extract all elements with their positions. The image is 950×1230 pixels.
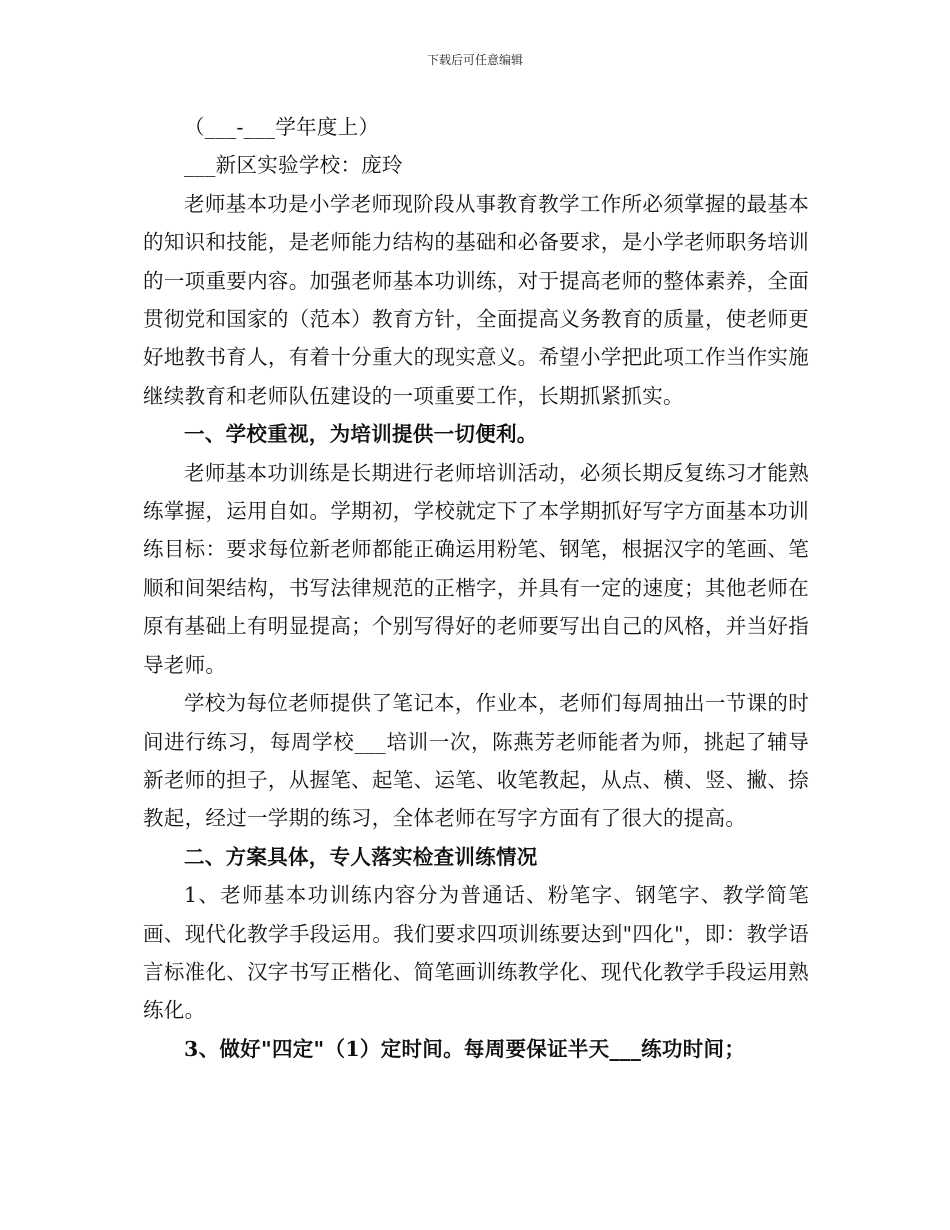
body-paragraph: 学校为每位老师提供了笔记本，作业本，老师们每周抽出一节课的时间进行练习，每周学校___培训一次，陈燕芳老师能者为师，挑起了辅导新老师的担子，从握笔、起笔、运笔、收笔教起，从点、横、竖、撇、捺教起，经过一学期的练习，全体老师在写字方面有了很大的提高。 xyxy=(143,691,809,831)
school-year-line: （___-___学年度上） xyxy=(184,115,380,139)
author-line: ___新区实验学校：庞玲 xyxy=(184,153,403,178)
section-heading-2: 二、方案具体，专人落实检查训练情况 xyxy=(184,844,538,869)
page-header: 下载后可任意编辑 xyxy=(426,53,523,67)
section-heading-3: 3、做好"四定"（1）定时间。每周要保证半天___练功时间； xyxy=(184,1036,746,1061)
document-body xyxy=(143,108,809,1068)
body-paragraph: 1、老师基本功训练内容分为普通话、粉笔字、钢笔字、教学简笔画、现代化教学手段运用。我们要求四项训练要达到"四化"，即：教学语言标准化、汉字书写正楷化、简笔画训练教学化、现代化教学手段运用熟练化。 xyxy=(143,883,809,1023)
intro-paragraph: 老师基本功是小学老师现阶段从事教育教学工作所必须掌握的最基本的知识和技能，是老师能力结构的基础和必备要求，是小学老师职务培训的一项重要内容。加强老师基本功训练，对于提高老师的整体素养，全面贯彻党和国家的（范本）教育方针，全面提高义务教育的质量，使老师更好地教书育人，有着十分重大的现实意义。希望小学把此项工作当作实施继续教育和老师队伍建设的一项重要工作，长期抓紧抓实。 xyxy=(143,191,809,408)
body-paragraph: 老师基本功训练是长期进行老师培训活动，必须长期反复练习才能熟练掌握，运用自如。学期初，学校就定下了本学期抓好写字方面基本功训练目标：要求每位新老师都能正确运用粉笔、钢笔，根据汉字的笔画、笔顺和间架结构，书写法律规范的正楷字，并具有一定的速度；其他老师在原有基础上有明显提高；个别写得好的老师要写出自己的风格，并当好指导老师。 xyxy=(143,460,809,677)
section-heading-1: 一、学校重视，为培训提供一切便利。 xyxy=(184,422,538,447)
